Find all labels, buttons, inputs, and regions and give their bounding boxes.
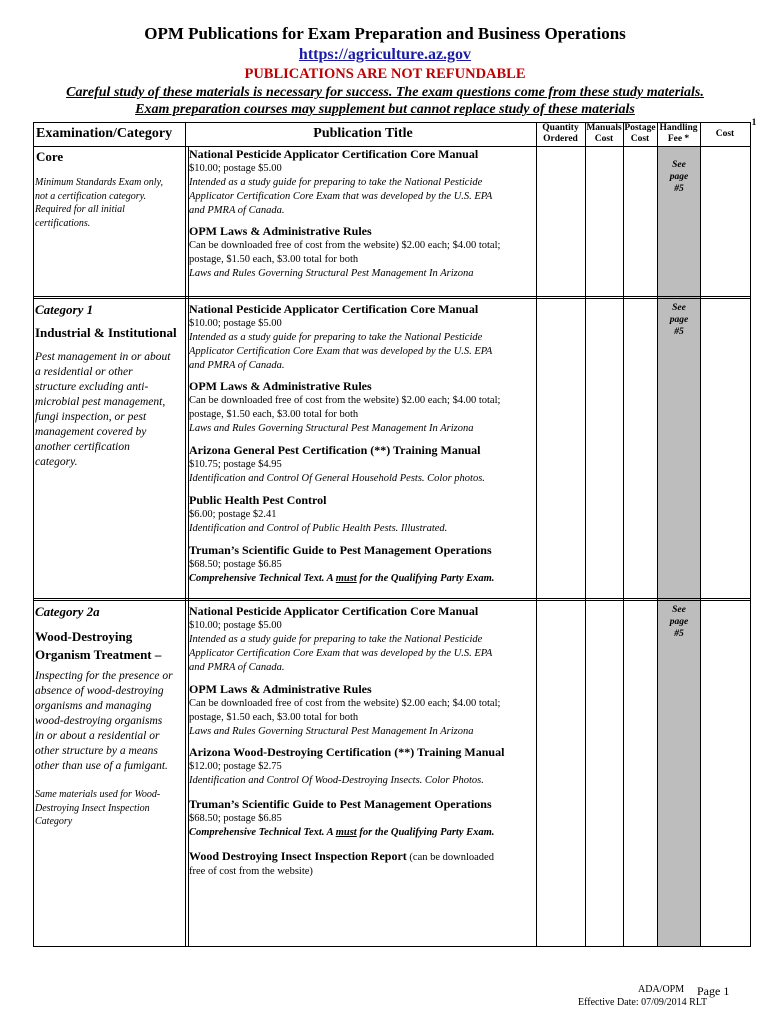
column-header-manuals: Manuals Cost [586, 123, 622, 144]
cat2a-see-page-note: See page #5 [669, 605, 689, 639]
column-header-title: Publication Title [313, 126, 413, 141]
cat2a-pub-laws-rules: OPM Laws & Administrative Rules Can be downloaded free of cost from the website) $2.00 each; $4.00 total; postage, $1.50 each, $3.00 total for both Laws and Rules Governing Structural Pest Management In Arizona [189, 682, 501, 737]
cat2a-section-note: Same materials used for Wood- Destroying Insect Inspection Category [35, 789, 161, 827]
page-title: OPM Publications for Exam Preparation and Business Operations [144, 24, 626, 43]
cat2a-section-title: Category 2a [35, 604, 100, 619]
effective-date: Effective Date: 07/09/2014 RLT [578, 997, 708, 1008]
cat1-pub-public-health: Public Health Pest Control $6.00; postage $2.41 Identification and Control of Public Health Pests. Illustrated. [189, 493, 448, 534]
column-header-cost: Cost [715, 129, 735, 139]
cat2a-pub-wood-destroying-manual: Arizona Wood-Destroying Certification (**) Training Manual $12.00; postage $2.75 Identification and Control Of Wood-Destroying Insects. Color Photos. [189, 745, 505, 786]
cat1-pub-trumans-guide: Truman’s Scientific Guide to Pest Management Operations $68.50; postage $6.85 Comprehensive Technical Text. A must for the Qualifying Party Exam. [189, 543, 495, 584]
column-header-postage: Postage Cost [624, 123, 656, 144]
core-pub-core-manual: National Pesticide Applicator Certification Core Manual $10.00; postage $5.00 Intended as a study guide for preparing to take the National Pesticide Applicator Certification Core Exam that was developed by the U.S. EPA and PMRA of Canada. [189, 147, 493, 216]
study-warning-line-1: Careful study of these materials is necessary for success. The exam questions come from these study materials. [66, 85, 704, 100]
core-section-description: Minimum Standards Exam only, not a certification category. Required for all initial certifications. [35, 177, 163, 229]
cat2a-pub-inspection-report: Wood Destroying Insect Inspection Report (can be downloaded free of cost from the website) [189, 849, 494, 877]
cat2a-pub-trumans-guide: Truman’s Scientific Guide to Pest Management Operations $68.50; postage $6.85 Comprehensive Technical Text. A must for the Qualifying Party Exam. [189, 797, 495, 838]
cat1-see-page-note: See page #5 [669, 303, 689, 337]
column-header-category: Examination/Category [36, 126, 173, 141]
not-refundable-notice: PUBLICATIONS ARE NOT REFUNDABLE [244, 66, 526, 82]
cat1-pub-general-pest-manual: Arizona General Pest Certification (**) Training Manual $10.75; postage $4.95 Identification and Control Of General Household Pests. Color photos. [189, 443, 485, 484]
cat1-section-subtitle: Industrial & Institutional [35, 325, 177, 340]
core-pub-laws-rules: OPM Laws & Administrative Rules Can be downloaded free of cost from the website) $2.00 each; $4.00 total; postage, $1.50 each, $3.00 total for both Laws and Rules Governing Structural Pest Management In Arizona [189, 224, 501, 279]
handling-column-shading [658, 147, 700, 946]
cat2a-section-description: Inspecting for the presence or absence of wood-destroying organisms and managing wood-destroying organisms in or about a residential or other structure by a means other than use of a fumigant. [35, 670, 173, 772]
cat1-pub-laws-rules: OPM Laws & Administrative Rules Can be downloaded free of cost from the website) $2.00 each; $4.00 total; postage, $1.50 each, $3.00 total for both Laws and Rules Governing Structural Pest Management In Arizona [189, 379, 501, 434]
cat2a-section-subtitle: Wood-Destroying Organism Treatment – [35, 629, 162, 662]
core-section-title: Core [36, 149, 64, 164]
core-see-page-note: See page #5 [669, 160, 689, 194]
cat1-section-description: Pest management in or about a residential or other structure excluding anti- microbial pest management, fungi inspection, or pest management covered by another certification category. [35, 351, 171, 468]
study-warning-line-2: Exam preparation courses may supplement but cannot replace study of these materials [135, 102, 635, 117]
website-link[interactable]: https://agriculture.az.gov [298, 46, 472, 63]
footer-code: ADA/OPM [638, 984, 685, 995]
page-number: Page 1 [697, 984, 730, 998]
column-header-quantity: Quantity Ordered [542, 123, 579, 144]
cat1-pub-core-manual: National Pesticide Applicator Certification Core Manual $10.00; postage $5.00 Intended as a study guide for preparing to take the National Pesticide Applicator Certification Core Exam that was developed by the U.S. EPA and PMRA of Canada. [189, 302, 493, 371]
cat1-section-title: Category 1 [35, 302, 94, 317]
corner-mark: 1 [751, 118, 757, 128]
column-header-handling: Handling Fee * [659, 123, 698, 144]
cat2a-pub-core-manual: National Pesticide Applicator Certification Core Manual $10.00; postage $5.00 Intended as a study guide for preparing to take the National Pesticide Applicator Certification Core Exam that was developed by the U.S. EPA and PMRA of Canada. [189, 604, 493, 673]
